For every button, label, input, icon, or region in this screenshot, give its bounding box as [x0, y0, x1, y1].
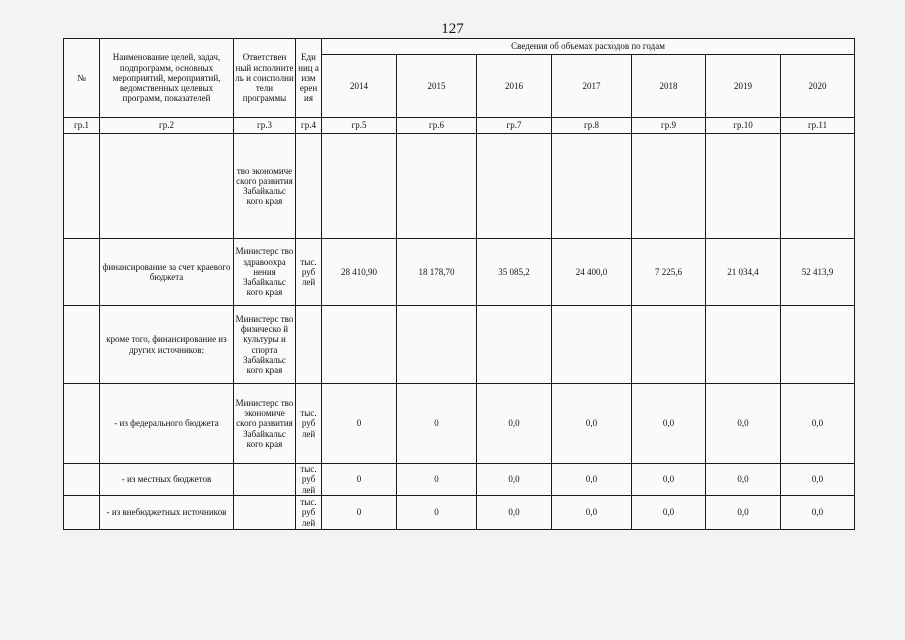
row-value: 0,0 — [706, 384, 781, 464]
row-value: 0 — [322, 496, 397, 530]
group-label: гр.1 — [64, 118, 100, 134]
year-header: 2015 — [397, 55, 477, 118]
row-value: 21 034,4 — [706, 239, 781, 306]
row-value — [632, 134, 706, 239]
row-unit — [296, 306, 322, 384]
row-value — [781, 134, 855, 239]
table-row — [64, 464, 855, 496]
group-label: гр.4 — [296, 118, 322, 134]
row-value: 0,0 — [552, 464, 632, 496]
row-value: 0,0 — [632, 496, 706, 530]
row-value: 0,0 — [706, 464, 781, 496]
page-number: 127 — [441, 21, 464, 37]
row-number — [64, 306, 100, 384]
row-value: 18 178,70 — [397, 239, 477, 306]
row-value — [552, 306, 632, 384]
group-label: гр.11 — [781, 118, 855, 134]
row-unit: тыс. руб лей — [296, 496, 322, 530]
row-name: финансирование за счет краевого бюджета — [100, 239, 234, 306]
row-number — [64, 496, 100, 530]
row-value — [322, 134, 397, 239]
row-name — [100, 134, 234, 239]
row-name: - из федерального бюджета — [100, 384, 234, 464]
row-value: 35 085,2 — [477, 239, 552, 306]
group-label: гр.6 — [397, 118, 477, 134]
col-header-number: № — [64, 39, 100, 118]
year-header: 2016 — [477, 55, 552, 118]
row-value — [397, 306, 477, 384]
row-value: 0,0 — [781, 464, 855, 496]
year-header: 2019 — [706, 55, 781, 118]
group-label: гр.9 — [632, 118, 706, 134]
row-value — [632, 306, 706, 384]
table-row — [64, 496, 855, 530]
row-executor: тво экономиче ского развития Забайкальс кого края — [234, 134, 296, 239]
row-unit: тыс. руб лей — [296, 464, 322, 496]
row-value: 24 400,0 — [552, 239, 632, 306]
year-header: 2017 — [552, 55, 632, 118]
row-executor: Министерс тво экономиче ского развития Забайкальс кого края — [234, 384, 296, 464]
row-executor — [234, 496, 296, 530]
row-value: 0,0 — [781, 384, 855, 464]
table-row — [64, 306, 855, 384]
col-header-name: Наименование целей, задач, подпрограмм, основных мероприятий, мероприятий, ведомственных целевых программ, показателей — [100, 39, 234, 118]
row-number — [64, 239, 100, 306]
row-unit: тыс. руб лей — [296, 239, 322, 306]
table-row — [64, 384, 855, 464]
row-value: 0,0 — [706, 496, 781, 530]
group-label: гр.5 — [322, 118, 397, 134]
row-value: 0,0 — [477, 464, 552, 496]
header-row — [64, 39, 855, 55]
row-executor — [234, 464, 296, 496]
row-value — [706, 306, 781, 384]
table-row — [64, 239, 855, 306]
col-header-expenses: Сведения об объемах расходов по годам — [322, 39, 855, 55]
row-value — [552, 134, 632, 239]
row-value: 0,0 — [552, 496, 632, 530]
row-name: - из местных бюджетов — [100, 464, 234, 496]
row-value: 0,0 — [632, 384, 706, 464]
row-unit — [296, 134, 322, 239]
row-value: 0,0 — [552, 384, 632, 464]
group-label-row — [64, 118, 855, 134]
row-value: 7 225,6 — [632, 239, 706, 306]
col-header-executor: Ответствен ный исполните ль и соисполни тели программы — [234, 39, 296, 118]
row-value: 0,0 — [477, 496, 552, 530]
budget-table — [63, 38, 855, 530]
group-label: гр.2 — [100, 118, 234, 134]
row-value: 0 — [397, 496, 477, 530]
row-value: 0 — [397, 464, 477, 496]
row-name: - из внебюджетных источников — [100, 496, 234, 530]
row-value — [322, 306, 397, 384]
group-label: гр.7 — [477, 118, 552, 134]
table-row — [64, 134, 855, 239]
row-value: 0 — [397, 384, 477, 464]
year-header: 2014 — [322, 55, 397, 118]
row-executor: Министерс тво физическо й культуры и спорта Забайкальс кого края — [234, 306, 296, 384]
row-value — [397, 134, 477, 239]
row-value — [781, 306, 855, 384]
year-header: 2020 — [781, 55, 855, 118]
row-value — [477, 134, 552, 239]
row-executor: Министерс тво здравоохра нения Забайкальс кого края — [234, 239, 296, 306]
row-number — [64, 384, 100, 464]
row-number — [64, 464, 100, 496]
group-label: гр.10 — [706, 118, 781, 134]
year-header: 2018 — [632, 55, 706, 118]
row-value: 0,0 — [632, 464, 706, 496]
row-value — [706, 134, 781, 239]
col-header-unit: Еди ниц а изм ерен ия — [296, 39, 322, 118]
row-value: 0 — [322, 384, 397, 464]
row-number — [64, 134, 100, 239]
row-value: 0,0 — [781, 496, 855, 530]
row-name: кроме того, финансирование из других источников: — [100, 306, 234, 384]
row-value: 0,0 — [477, 384, 552, 464]
row-value — [477, 306, 552, 384]
row-value: 0 — [322, 464, 397, 496]
row-value: 28 410,90 — [322, 239, 397, 306]
row-unit: тыс. руб лей — [296, 384, 322, 464]
group-label: гр.8 — [552, 118, 632, 134]
row-value: 52 413,9 — [781, 239, 855, 306]
group-label: гр.3 — [234, 118, 296, 134]
